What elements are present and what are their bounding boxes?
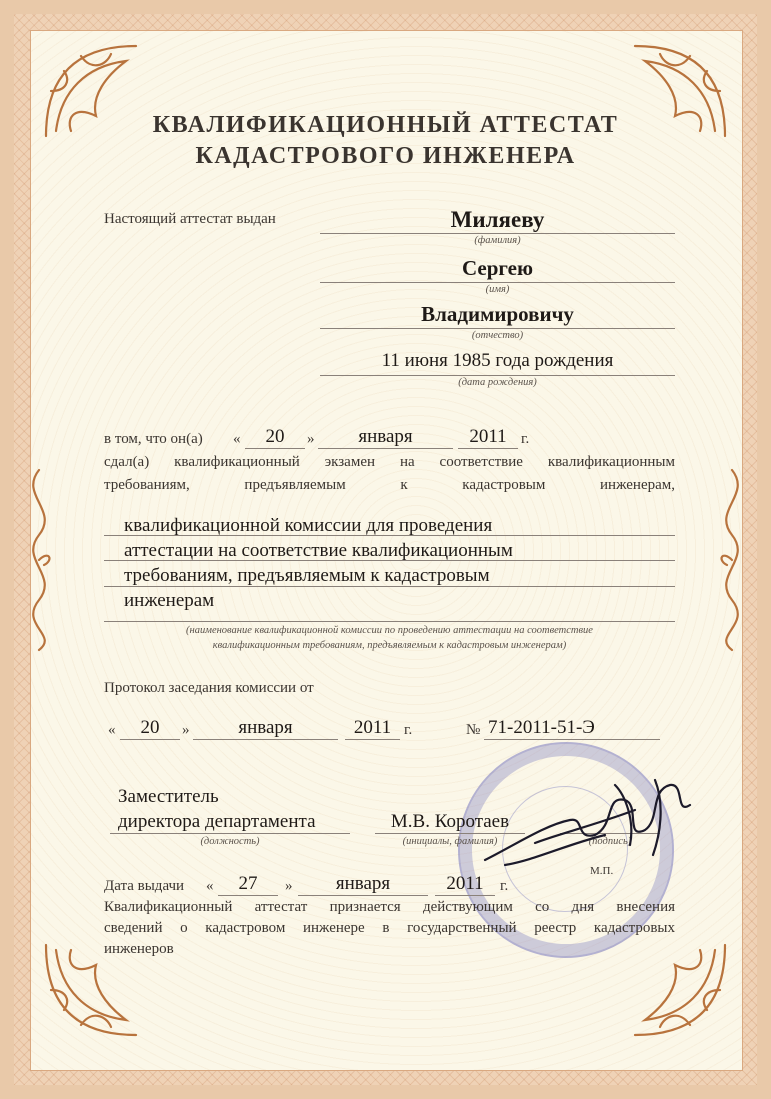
validity-line-2: сведений о кадастровом инженере в государственный реестр кадастровых [104,920,675,936]
position-line-1: Заместитель [118,786,219,807]
commission-line-2: аттестации на соответствие квалификационным [124,540,513,561]
patronymic-caption: (отчество) [471,330,524,341]
protocol-quote-open: « [108,722,116,738]
quote-close: » [307,431,315,447]
certificate-title-line-2: КАДАСТРОВОГО ИНЖЕНЕРА [195,143,576,169]
validity-line-1: Квалификационный аттестат признается действующим со дня внесения [104,899,675,915]
exam-text-line-2: требованиям, предъявляемым к кадастровым инженерам, [104,477,675,493]
position-caption: (должность) [200,836,260,847]
issue-date-label: Дата выдачи [104,878,185,894]
protocol-number-sign: № [466,722,481,738]
exam-text-line-1: сдал(а) квалификационный экзамен на соответствие квалификационным [104,454,675,470]
commission-caption-1: (наименование квалификационной комиссии по проведению аттестации на соответствие [186,625,593,636]
certificate-title-line-1: КВАЛИФИКАЦИОННЫЙ АТТЕСТАТ [152,112,619,138]
issue-month: января [335,873,391,894]
surname-value: Миляеву [450,207,545,232]
commission-caption-2: квалификационным требованиям, предъявляемым к кадастровым инженерам) [212,640,567,651]
birth-date-value: 11 июня 1985 года рождения [381,350,614,371]
exam-year-suffix: г. [521,431,530,447]
issue-year: 2011 [446,873,484,894]
issue-day: 27 [238,873,258,894]
position-line-2: директора департамента [118,811,316,832]
signature-caption: (подпись) [588,836,632,847]
signatory-initials: М.В. Коротаев [390,811,510,832]
issue-quote-open: « [206,878,214,894]
validity-line-3: инженеров [104,941,174,957]
protocol-quote-close: » [182,722,190,738]
exam-year: 2011 [469,426,507,447]
commission-line-4: инженерам [124,590,215,611]
exam-month: января [358,426,413,447]
patronymic-value: Владимировичу [421,302,574,326]
commission-line-1: квалификационной комиссии для проведения [124,515,493,536]
birth-date-caption: (дата рождения) [458,377,537,388]
protocol-month: января [238,717,293,738]
side-ornament-left [14,465,64,655]
protocol-label: Протокол заседания комиссии от [104,680,314,696]
quote-open: « [233,431,241,447]
protocol-year-suffix: г. [404,722,413,738]
seal-mark: М.П. [590,865,614,877]
issue-year-suffix: г. [500,878,509,894]
commission-line-3: требованиям, предъявляемым к кадастровым [124,565,490,586]
exam-day: 20 [265,426,285,447]
corner-ornament-bottom-right [615,935,735,1050]
name-caption: (имя) [485,284,510,295]
protocol-year: 2011 [353,717,392,738]
protocol-number: 71-2011-51-Э [488,717,595,738]
exam-prefix: в том, что он(а) [104,431,203,447]
side-ornament-right [707,465,757,655]
issued-to-label: Настоящий аттестат выдан [104,211,276,227]
handwritten-signature [475,765,705,880]
surname-caption: (фамилия) [474,235,521,246]
initials-caption: (инициалы, фамилия) [402,836,498,847]
issue-quote-close: » [285,878,293,894]
protocol-day: 20 [140,717,160,738]
name-value: Сергею [461,256,534,280]
